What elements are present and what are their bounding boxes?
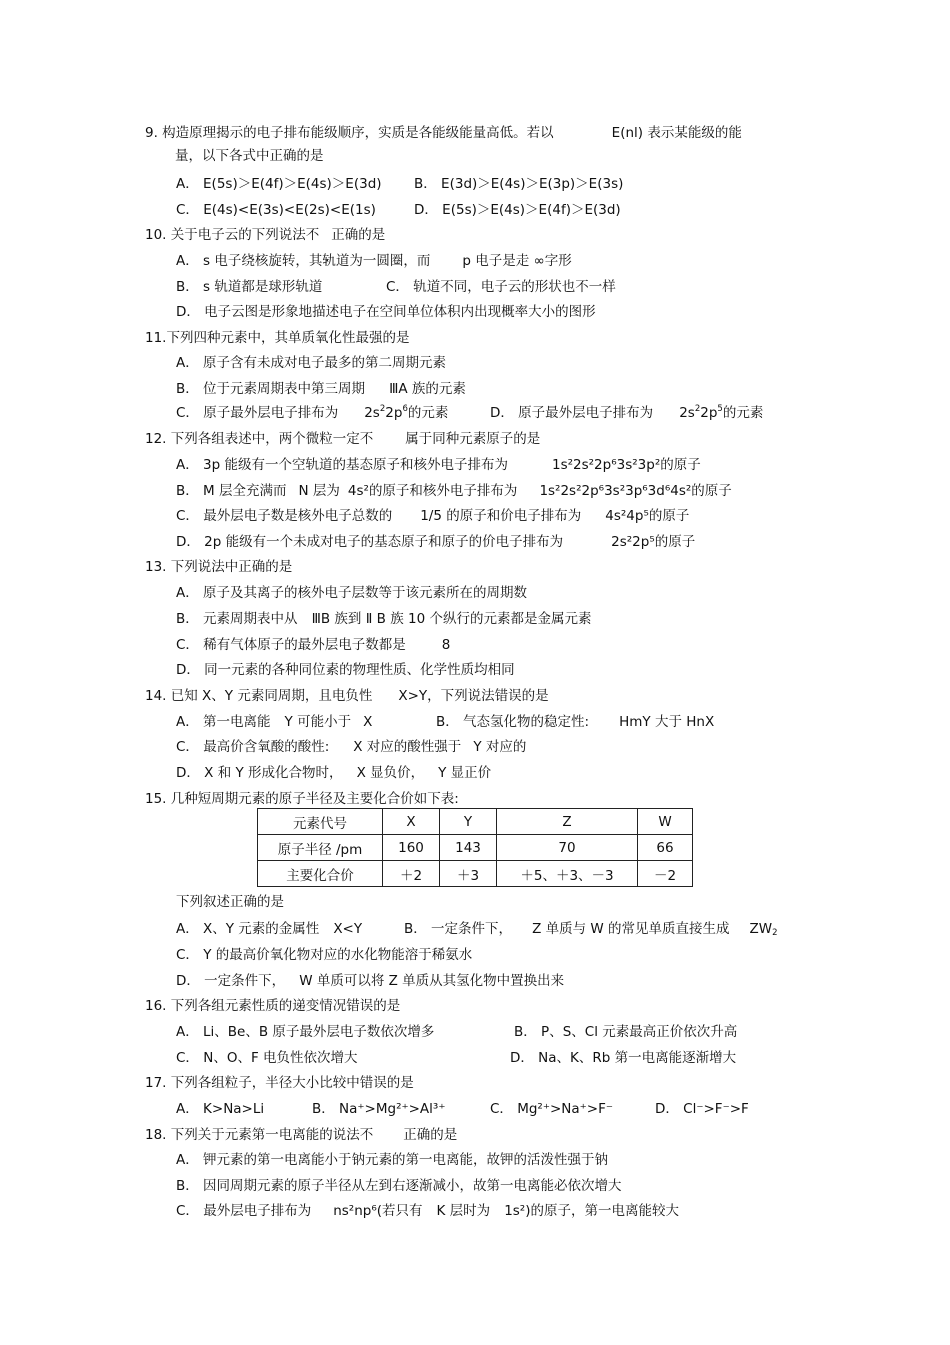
table-row bbox=[258, 861, 693, 887]
q14-option-d-text-2: X 显负价， bbox=[356, 765, 425, 781]
q12-option-d-text: D． 2p 能级有一个未成对电子的基态原子和原子的价电子排布为 bbox=[176, 534, 564, 550]
q15-option-b-formula bbox=[750, 921, 778, 937]
q9-option-a: A． E(5s)＞E(4f)＞E(4s)＞E(3d) bbox=[176, 176, 382, 192]
q9-option-d: D． E(5s)＞E(4s)＞E(4f)＞E(3d) bbox=[414, 202, 621, 218]
q11-option-d-text-2: 的元素 bbox=[722, 405, 764, 421]
q15-option-a bbox=[176, 919, 362, 939]
table-cell: ＋2 bbox=[383, 861, 440, 887]
table-cell: ＋5、＋3、－3 bbox=[497, 861, 638, 887]
q12-option-c-text: C． 最外层电子数是核外电子总数的 bbox=[176, 508, 393, 524]
q12-option-a-config: 1s²2s²2p⁶3s²3p² bbox=[551, 457, 661, 473]
q10-option-d: D． 电子云图是形象地描述电子在空间单位体积内出现概率大小的图形 bbox=[176, 304, 596, 320]
q13-stem: 13. 下列说法中正确的是 bbox=[145, 559, 293, 575]
q18-stem bbox=[145, 1125, 457, 1145]
q13-option-b bbox=[176, 609, 591, 629]
q11-option-d-config bbox=[679, 405, 723, 421]
q9-option-b: B． E(3d)＞E(4s)＞E(3p)＞E(3s) bbox=[414, 176, 624, 192]
q18-option-c-text-3: K 层时为 bbox=[436, 1203, 491, 1219]
q17-option-d: D． Cl⁻>F⁻>F bbox=[655, 1101, 749, 1117]
q12-option-b-text-3: 的原子和核外电子排布为 bbox=[368, 483, 518, 499]
q12-option-c bbox=[176, 506, 689, 526]
q10-option-a-text: A． s 电子绕核旋转，其轨道为一圆圈，而 bbox=[176, 253, 431, 269]
q18-option-a: A． 钾元素的第一电离能小于钠元素的第一电离能，故钾的活泼性强于钠 bbox=[176, 1152, 609, 1168]
q14-stem bbox=[145, 686, 549, 706]
config-part: 2p bbox=[385, 405, 403, 421]
q12-stem bbox=[145, 429, 540, 449]
q15-option-a-text: A． X、Y 元素的金属性 bbox=[176, 921, 320, 937]
table-cell: X bbox=[383, 809, 440, 835]
q14-stem-text: 14. 已知 X、Y 元素同周期，且电负性 bbox=[145, 688, 373, 704]
q12-option-d-config: 2s²2p⁵ bbox=[611, 534, 655, 550]
table-header-row bbox=[258, 809, 693, 835]
q12-option-d bbox=[176, 532, 695, 552]
q18-option-c-text-4: 1s²)的原子，第一电离能较大 bbox=[504, 1203, 679, 1219]
q10-stem-text-2: 正确的是 bbox=[331, 227, 386, 243]
q13-option-b-text-2: ⅢB 族到 Ⅱ B 族 10 个纵行的元素都是金属元素 bbox=[311, 611, 592, 627]
config-part: 2s bbox=[364, 405, 380, 421]
q13-option-b-text: B． 元素周期表中从 bbox=[176, 611, 298, 627]
q15-option-b-text-2: Z 单质与 W 的常见单质直接生成 bbox=[532, 921, 730, 937]
q15-option-b-text: B． 一定条件下， bbox=[404, 921, 513, 937]
q15-option-a-text-2: X<Y bbox=[333, 921, 363, 937]
q12-option-b-config-1: 4s² bbox=[347, 483, 369, 499]
q18-option-c-text: C． 最外层电子排布为 bbox=[176, 1203, 312, 1219]
q12-option-c-text-3: 的原子 bbox=[648, 508, 690, 524]
q12-option-b-text-4: 的原子 bbox=[691, 483, 732, 499]
q17-option-c: C． Mg²⁺>Na⁺>F⁻ bbox=[490, 1101, 613, 1117]
q10-stem bbox=[145, 225, 385, 245]
q11-option-a: A． 原子含有未成对电子最多的第二周期元素 bbox=[176, 355, 447, 371]
q10-option-c: C． 轨道不同，电子云的形状也不一样 bbox=[386, 279, 616, 295]
q12-option-c-config: 4s²4p⁵ bbox=[605, 508, 649, 524]
q18-stem-text: 18. 下列关于元素第一电离能的说法不 bbox=[145, 1127, 374, 1143]
config-part: 2p bbox=[700, 405, 718, 421]
q11-option-b-text: B． 位于元素周期表中第三周期 bbox=[176, 381, 366, 397]
q12-option-d-text-2: 的原子 bbox=[654, 534, 696, 550]
table-row bbox=[258, 835, 693, 861]
table-cell: Y bbox=[440, 809, 497, 835]
q14-option-b-text-2: HmY 大于 HnX bbox=[619, 714, 715, 730]
table-cell: 原子半径 /pm bbox=[258, 835, 383, 861]
q12-option-a-text: A． 3p 能级有一个空轨道的基态原子和核外电子排布为 bbox=[176, 457, 508, 473]
config-sup: 5 bbox=[717, 404, 723, 414]
q11-option-b-text-2: ⅢA 族的元素 bbox=[389, 381, 466, 397]
q15-option-c: C． Y 的最高价氧化物对应的水化物能溶于稀氨水 bbox=[176, 947, 473, 963]
q12-option-b bbox=[176, 481, 732, 501]
q9-option-c: C． E(4s)<E(3s)<E(2s)<E(1s) bbox=[176, 202, 376, 218]
table-cell: 70 bbox=[497, 835, 638, 861]
q14-option-d-text: D． X 和 Y 形成化合物时， bbox=[176, 765, 343, 781]
formula-part: ZW bbox=[749, 921, 773, 937]
q14-option-a-text-2: Y 可能小于 bbox=[284, 714, 352, 730]
table-cell: 元素代号 bbox=[258, 809, 383, 835]
config-sup: 2 bbox=[694, 404, 701, 414]
q12-option-b-config-2: 1s²2s²2p⁶3s²3p⁶3d⁶4s² bbox=[539, 483, 692, 499]
q10-option-b: B． s 轨道都是球形轨道 bbox=[176, 279, 323, 295]
q12-option-b-text: B． M 层全充满而 bbox=[176, 483, 287, 499]
q9-stem-text-2: E(nl) 表示某能级的能 bbox=[611, 125, 742, 141]
q16-option-a: A． Li、Be、B 原子最外层电子数依次增多 bbox=[176, 1024, 435, 1040]
q11-option-d bbox=[490, 403, 763, 423]
q15-sub-stem: 下列叙述正确的是 bbox=[176, 894, 284, 910]
q10-stem-text: 10. 关于电子云的下列说法不 bbox=[145, 227, 320, 243]
q18-option-b: B． 因同周期元素的原子半径从左到右逐渐减小，故第一电离能必依次增大 bbox=[176, 1178, 622, 1194]
q12-stem-text: 12. 下列各组表述中，两个微粒一定不 bbox=[145, 431, 374, 447]
q13-option-c-text: C． 稀有气体原子的最外层电子数都是 bbox=[176, 637, 406, 653]
element-data-table bbox=[257, 808, 693, 887]
q11-option-c-text-2: 的元素 bbox=[407, 405, 449, 421]
formula-sub: 2 bbox=[772, 928, 778, 938]
q14-option-d-text-3: Y 显正价 bbox=[438, 765, 492, 781]
table-cell: ＋3 bbox=[440, 861, 497, 887]
q15-option-d-text: D． 一定条件下， bbox=[176, 973, 286, 989]
q14-option-a-text: A． 第一电离能 bbox=[176, 714, 271, 730]
q15-option-d bbox=[176, 971, 564, 991]
q9-stem bbox=[145, 123, 742, 143]
q14-option-c-text-2: X 对应的酸性强于 bbox=[353, 739, 462, 755]
q15-stem: 15. 几种短周期元素的原子半径及主要化合价如下表: bbox=[145, 791, 459, 807]
q16-option-b: B． P、S、Cl 元素最高正价依次升高 bbox=[514, 1024, 738, 1040]
q12-option-c-text-2: 1/5 的原子和价电子排布为 bbox=[420, 508, 582, 524]
table-cell: 66 bbox=[638, 835, 693, 861]
q11-option-b bbox=[176, 379, 466, 399]
q11-option-d-text: D． 原子最外层电子排布为 bbox=[490, 405, 654, 421]
config-sup: 6 bbox=[402, 404, 408, 414]
table-cell: W bbox=[638, 809, 693, 835]
q11-option-c-config bbox=[364, 405, 408, 421]
q13-option-d: D． 同一元素的各种同位素的物理性质、化学性质均相同 bbox=[176, 662, 515, 678]
q10-option-a-text-2: p 电子是走 ∞字形 bbox=[462, 253, 572, 269]
q13-option-c-text-2: 8 bbox=[441, 637, 451, 653]
q17-option-b: B． Na⁺>Mg²⁺>Al³⁺ bbox=[312, 1101, 446, 1117]
q9-stem-cont: 量，以下各式中正确的是 bbox=[175, 148, 324, 164]
q14-stem-text-2: X>Y，下列说法错误的是 bbox=[398, 688, 549, 704]
q11-option-c-text: C． 原子最外层电子排布为 bbox=[176, 405, 339, 421]
q17-option-a: A． K>Na>Li bbox=[176, 1101, 265, 1117]
q16-stem: 16. 下列各组元素性质的递变情况错误的是 bbox=[145, 998, 401, 1014]
q12-option-a bbox=[176, 455, 701, 475]
q11-option-c bbox=[176, 403, 448, 423]
table-cell: 主要化合价 bbox=[258, 861, 383, 887]
q15-option-d-text-2: W 单质可以将 Z 单质从其氢化物中置换出来 bbox=[299, 973, 565, 989]
q14-option-a-text-3: X bbox=[363, 714, 373, 730]
q15-option-b bbox=[404, 919, 778, 939]
q11-stem: 11.下列四种元素中，其单质氧化性最强的是 bbox=[145, 330, 410, 346]
q9-stem-text: 9. 构造原理揭示的电子排布能级顺序，实质是各能级能量高低。若以 bbox=[145, 125, 554, 141]
q18-option-c bbox=[176, 1201, 679, 1221]
q14-option-c-text-3: Y 对应的 bbox=[473, 739, 527, 755]
q10-option-a bbox=[176, 251, 572, 271]
table-cell: －2 bbox=[638, 861, 693, 887]
table-cell: Z bbox=[497, 809, 638, 835]
q18-option-c-text-2: ns²np⁶(若只有 bbox=[333, 1203, 423, 1219]
q14-option-b-text: B． 气态氢化物的稳定性: bbox=[436, 714, 590, 730]
q14-option-c-text: C． 最高价含氧酸的酸性: bbox=[176, 739, 330, 755]
q12-stem-text-2: 属于同种元素原子的是 bbox=[405, 431, 541, 447]
table-cell: 160 bbox=[383, 835, 440, 861]
q14-option-b bbox=[436, 712, 714, 732]
q14-option-d bbox=[176, 763, 491, 783]
q16-option-c: C． N、O、F 电负性依次增大 bbox=[176, 1050, 358, 1066]
q13-option-c bbox=[176, 635, 450, 655]
q16-option-d: D． Na、K、Rb 第一电离能逐渐增大 bbox=[510, 1050, 737, 1066]
q12-option-b-text-2: N 层为 bbox=[298, 483, 340, 499]
q18-stem-text-2: 正确的是 bbox=[403, 1127, 458, 1143]
config-part: 2s bbox=[679, 405, 695, 421]
q17-stem: 17. 下列各组粒子，半径大小比较中错误的是 bbox=[145, 1075, 414, 1091]
q13-option-a: A． 原子及其离子的核外电子层数等于该元素所在的周期数 bbox=[176, 585, 528, 601]
q14-option-c bbox=[176, 737, 526, 757]
config-sup: 2 bbox=[379, 404, 386, 414]
q14-option-a bbox=[176, 712, 372, 732]
q12-option-a-text-2: 的原子 bbox=[660, 457, 701, 473]
table-cell: 143 bbox=[440, 835, 497, 861]
